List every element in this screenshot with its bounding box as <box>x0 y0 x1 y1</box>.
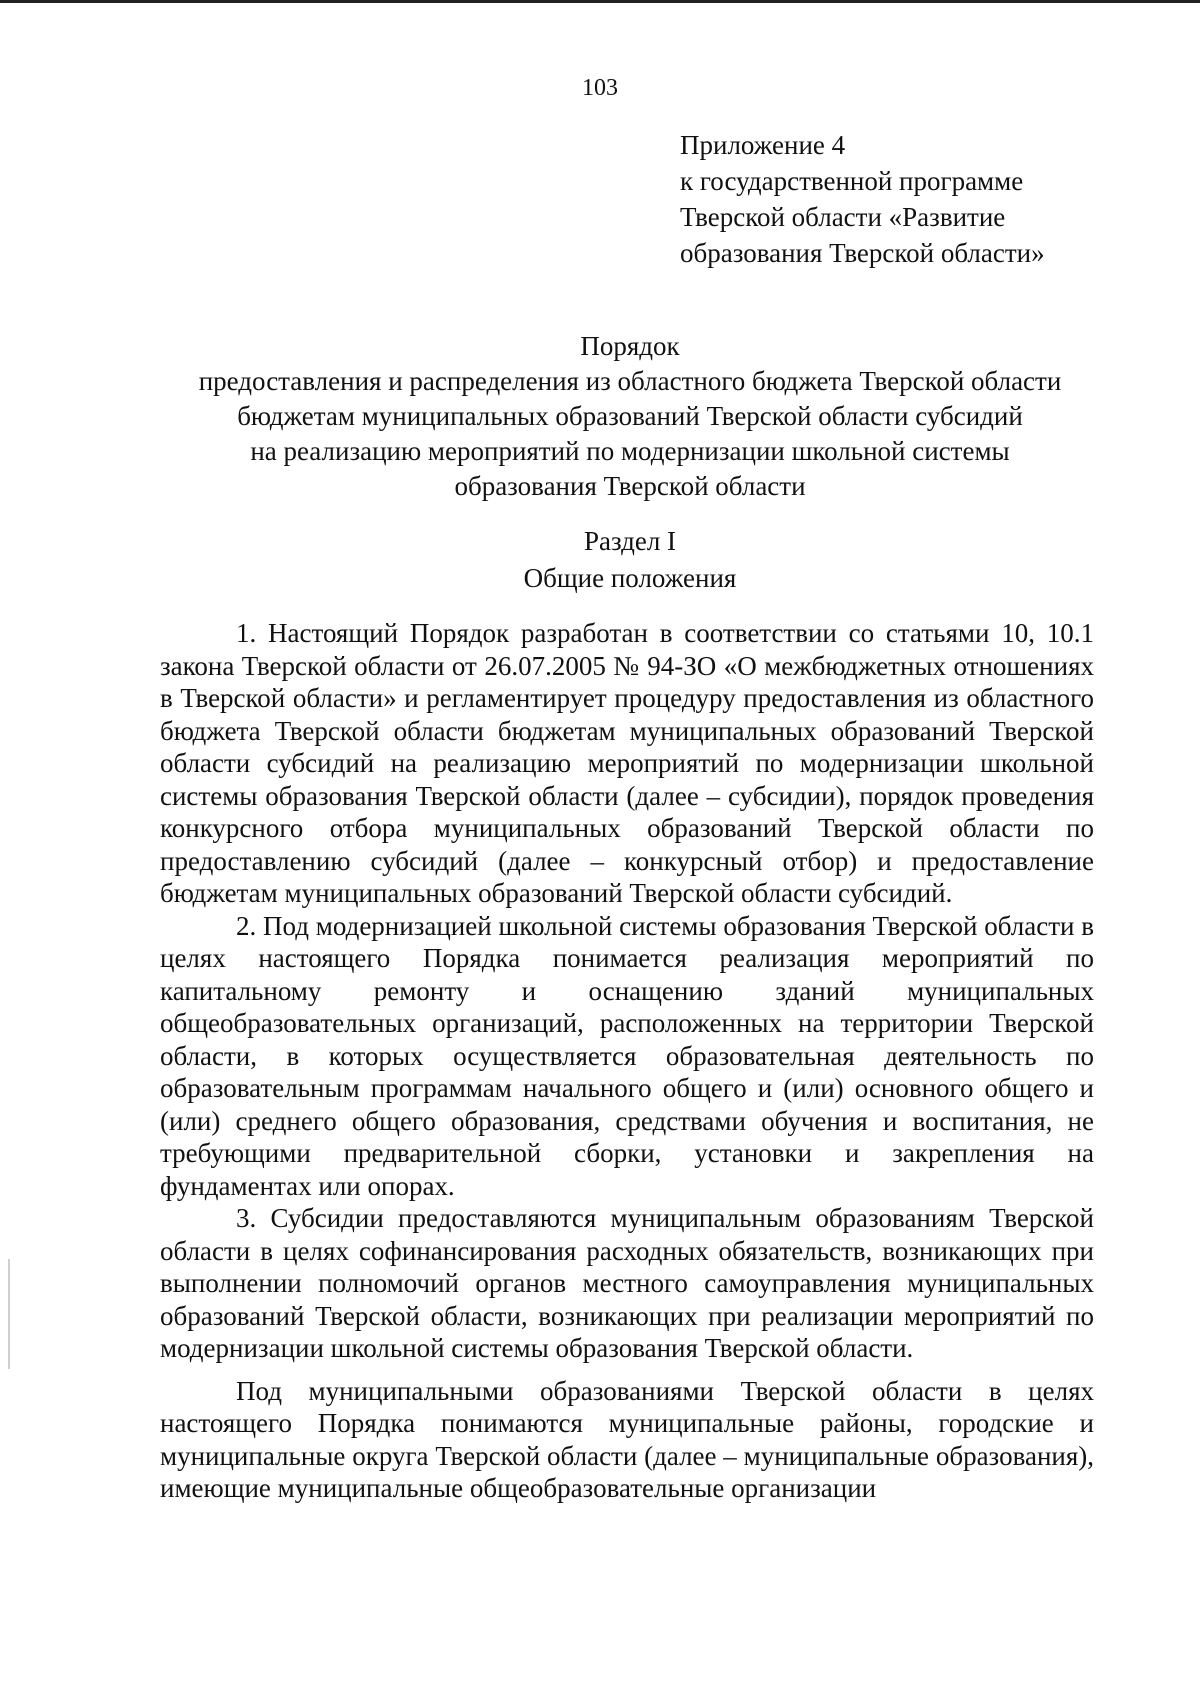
appendix-note <box>680 127 1140 271</box>
document-title <box>100 329 1160 504</box>
appendix-line: Тверской области «Развитие <box>680 202 1006 232</box>
scan-margin-line <box>8 1259 10 1369</box>
paragraph: Под муниципальными образованиями Тверской области в целях настоящего Порядка понимаются муниципальные районы, городские и муниципальные округа Тверской области (далее – муниципальные образования), имеющие муниципальные общеобразовательные организации <box>160 1375 1094 1503</box>
section-title: Общие положения <box>523 563 737 593</box>
page-number: 103 <box>582 75 618 101</box>
paragraph: 3. Субсидии предоставляются муниципальным образованиям Тверской области в целях софинансирования расходных обязательств, возникающих при выполнении полномочий органов местного самоуправления муниципальных образований Тверской области, возникающих при реализации мероприятий по модернизации школьной системы образования Тверской области. <box>160 1203 1094 1363</box>
section-heading <box>100 523 1160 597</box>
title-line: бюджетам муниципальных образований Тверской области субсидий <box>237 401 1023 431</box>
body-text <box>160 617 1094 1505</box>
title-line: образования Тверской области <box>454 471 806 501</box>
title-line: предоставления и распределения из областного бюджета Тверской области <box>198 366 1062 396</box>
appendix-line: образования Тверской области» <box>680 238 1045 268</box>
paragraph: 1. Настоящий Порядок разработан в соответствии со статьями 10, 10.1 закона Тверской области от 26.07.2005 № 94-ЗО «О межбюджетных отношениях в Тверской области» и регламентирует процедуру предоставления из областного бюджета Тверской области бюджетам муниципальных образований Тверской области субсидий на реализацию мероприятий по модернизации школьной системы образования Тверской области (далее – субсидии), порядок проведения конкурсного отбора муниципальных образований Тверской области по предоставлению субсидий (далее – конкурсный отбор) и предоставление бюджетам муниципальных образований Тверской области субсидий. <box>160 618 1094 908</box>
section-number: Раздел I <box>583 526 677 556</box>
title-line: Порядок <box>580 331 680 361</box>
title-line: на реализацию мероприятий по модернизации школьной системы <box>250 436 1010 466</box>
paragraph: 2. Под модернизацией школьной системы образования Тверской области в целях настоящего Порядка понимается реализация мероприятий по капитальному ремонту и оснащению зданий муниципальных общеобразовательных организаций, расположенных на территории Тверской области, в которых осуществляется образовательная деятельность по образовательным программам начального общего и (или) основного общего и (или) среднего общего образования, средствами обучения и воспитания, не требующими предварительной сборки, установки и закрепления на фундаментах или опорах. <box>160 910 1094 1201</box>
appendix-line: Приложение 4 <box>680 130 846 160</box>
appendix-line: к государственной программе <box>680 166 1024 196</box>
